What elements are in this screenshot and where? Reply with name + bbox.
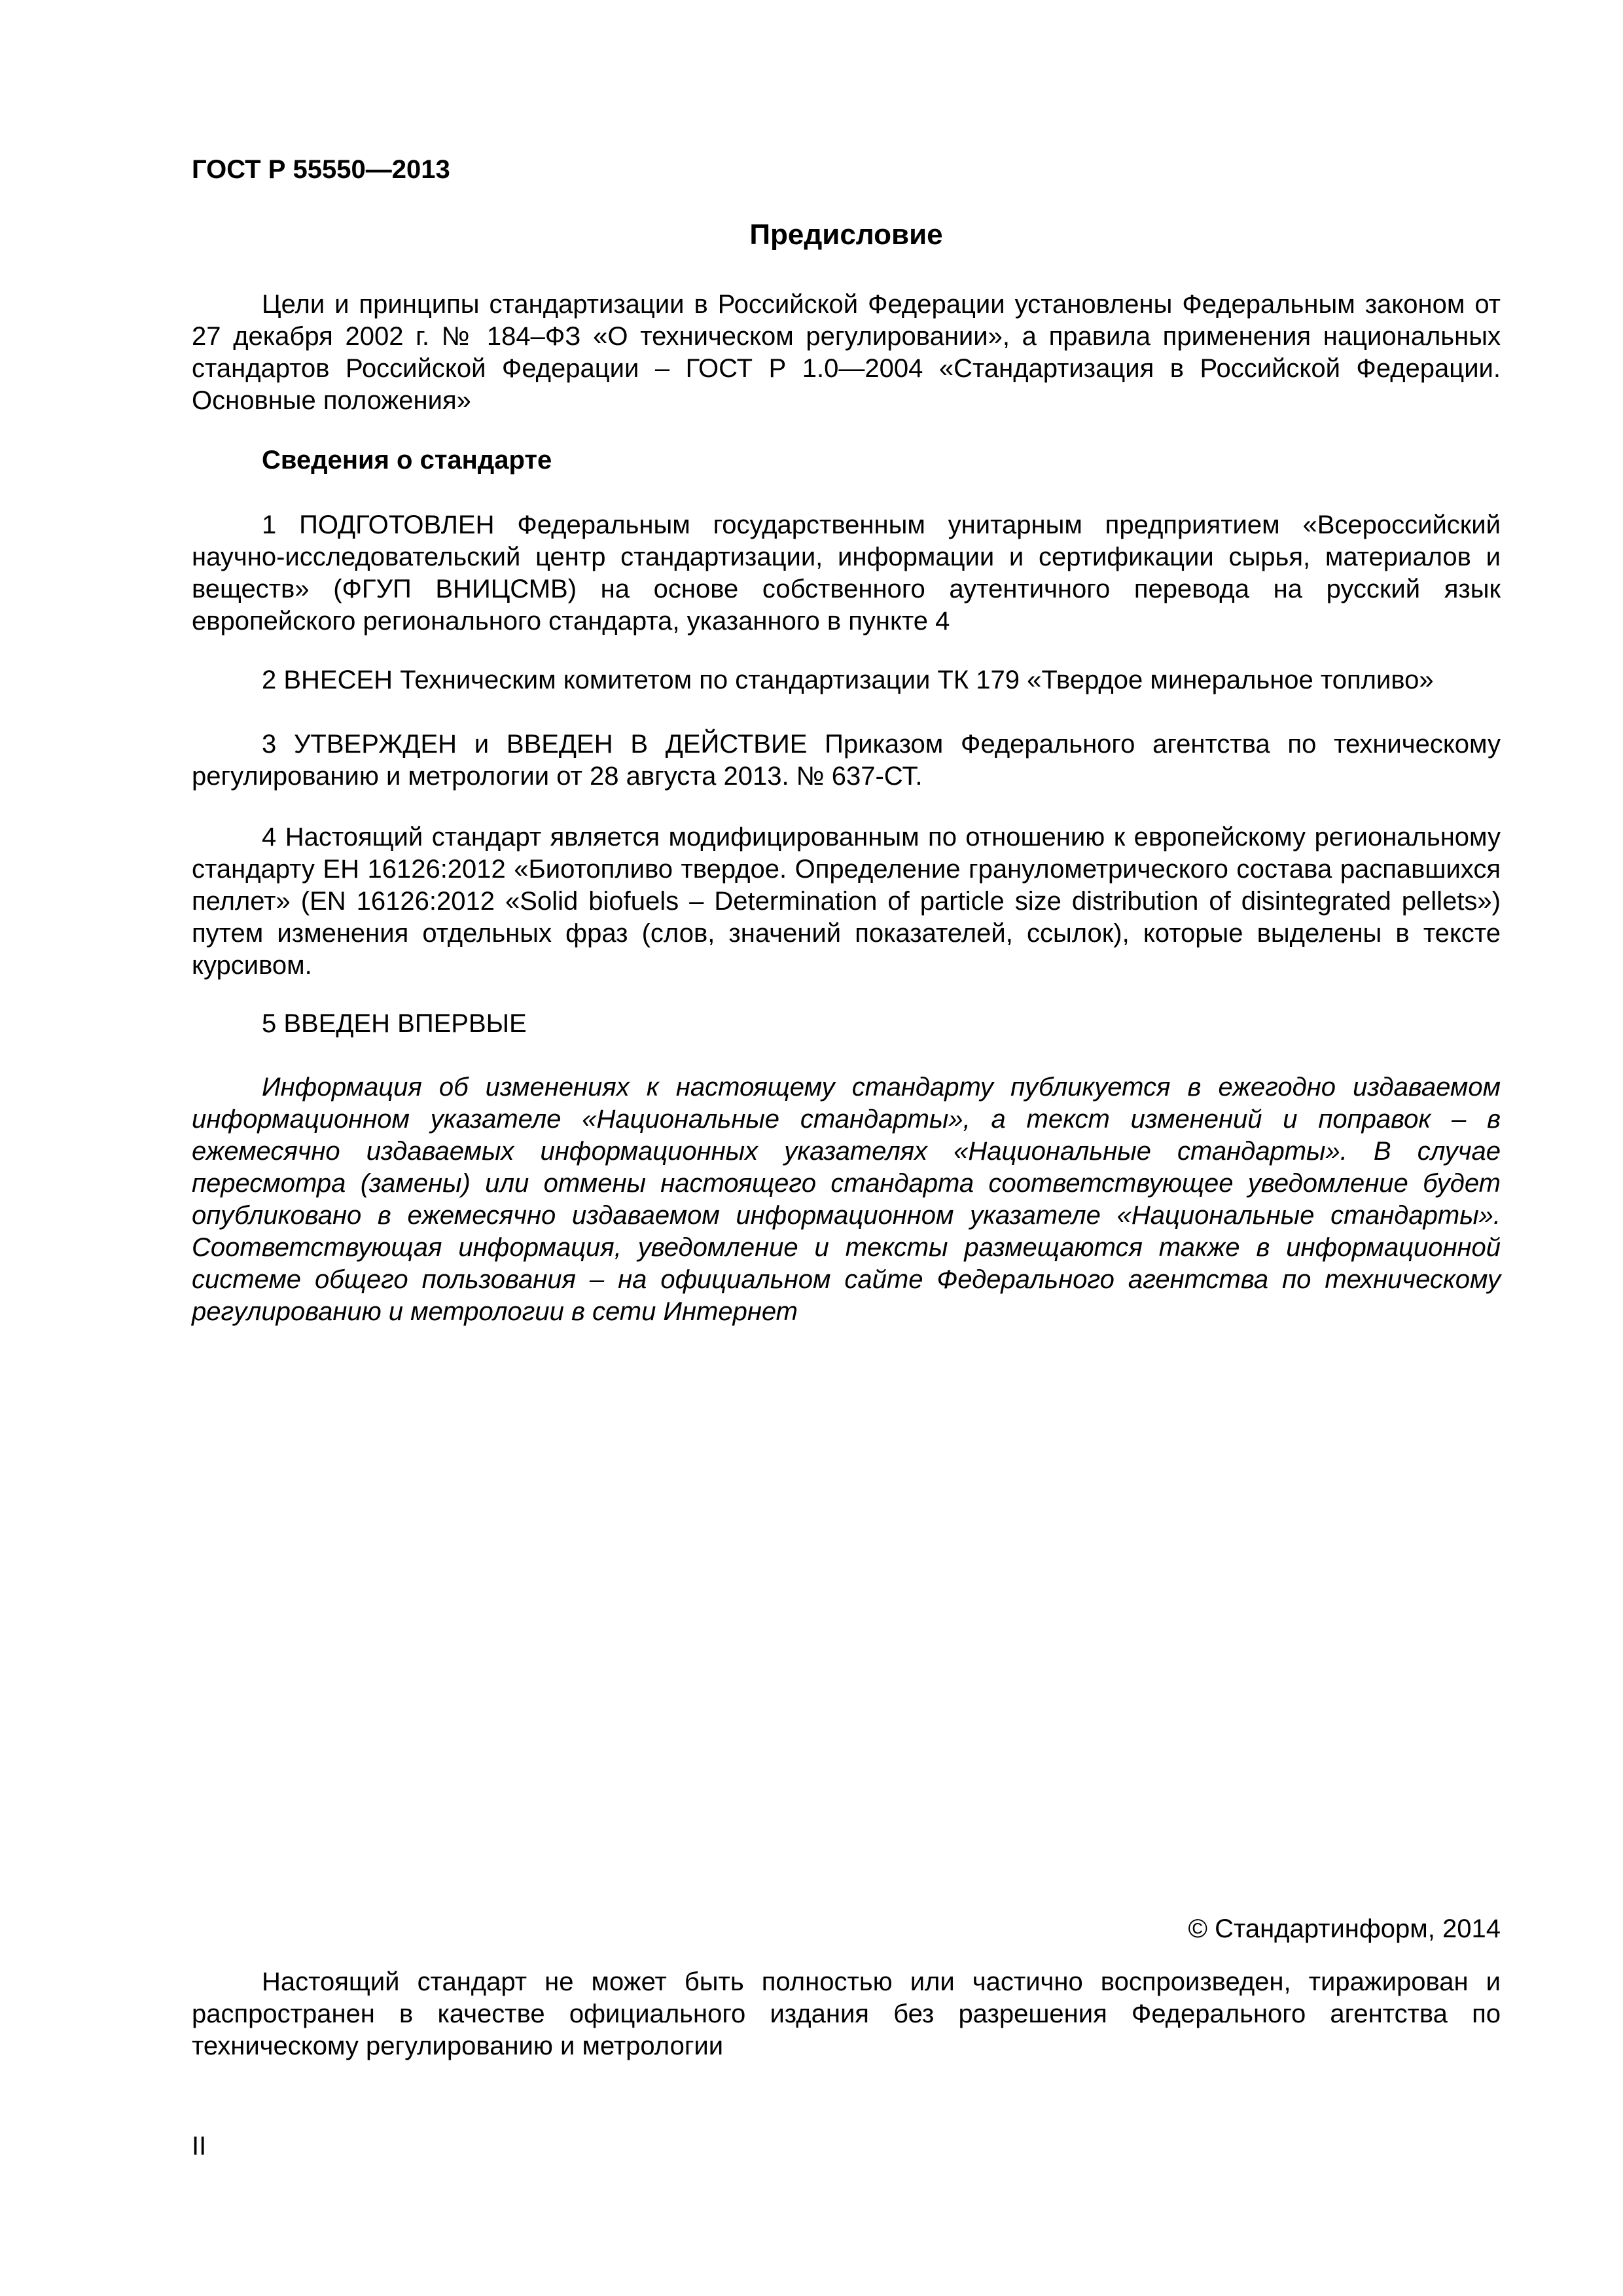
- standard-info-item-2: 2 ВНЕСЕН Техническим комитетом по стандартизации ТК 179 «Твердое минеральное топливо»: [262, 666, 1434, 694]
- page-number: II: [192, 2132, 207, 2161]
- intro-paragraph: Цели и принципы стандартизации в Российской Федерации установлены Федеральным законом от 27 декабря 2002 г. № 184–ФЗ «О техническом регулировании», а правила применения национальных стандартов Российской Федерации – ГОСТ Р 1.0—2004 «Стандартизация в Российской Федерации. Основные положения»: [192, 290, 1501, 415]
- copyright-notice: © Стандартинформ, 2014: [1188, 1914, 1501, 1943]
- standard-info-item-1: 1 ПОДГОТОВЛЕН Федеральным государственным унитарным предприятием «Всероссийский научно-исследовательский центр стандартизации, информации и сертификации сырья, материалов и веществ» (ФГУП ВНИЦСМВ) на основе собственного аутентичного перевода на русский язык европейского регионального стандарта, указанного в пункте 4: [192, 511, 1501, 636]
- standard-info-item-4: 4 Настоящий стандарт является модифицированным по отношению к европейскому региональному стандарту ЕН 16126:2012 «Биотопливо твердое. Определение гранулометрического состава распавшихся пеллет» (EN 16126:2012 «Solid biofuels – Determination of particle size distribution of disintegrated pellets») путем изменения отдельных фраз (слов, значений показателей, ссылок), которые выделены в тексте курсивом.: [192, 823, 1501, 980]
- standard-code-header: ГОСТ Р 55550—2013: [192, 155, 450, 184]
- amendments-notice: Информация об изменениях к настоящему стандарту публикуется в ежегодно издаваемом информационном указателе «Национальные стандарты», а текст изменений и поправок – в ежемесячно издаваемых информационных указателях «Национальные стандарты». В случае пересмотра (замены) или отмены настоящего стандарта соответствующее уведомление будет опубликовано в ежемесячно издаваемом информационном указателе «Национальные стандарты». Соответствующая информация, уведомление и тексты размещаются также в информационной системе общего пользования – на официальном сайте Федерального агентства по техническому регулированию и метрологии в сети Интернет: [192, 1073, 1501, 1326]
- standard-info-item-5: 5 ВВЕДЕН ВПЕРВЫЕ: [262, 1009, 527, 1038]
- page-title: Предисловие: [749, 219, 943, 251]
- reproduction-notice: Настоящий стандарт не может быть полностью или частично воспроизведен, тиражирован и распространен в качестве официального издания без разрешения Федерального агентства по техническому регулированию и метрологии: [192, 1967, 1501, 2060]
- standard-info-item-3: 3 УТВЕРЖДЕН и ВВЕДЕН В ДЕЙСТВИЕ Приказом Федерального агентства по техническому регулированию и метрологии от 28 августа 2013. № 637-СТ.: [192, 730, 1501, 791]
- standard-info-heading: Сведения о стандарте: [262, 446, 552, 475]
